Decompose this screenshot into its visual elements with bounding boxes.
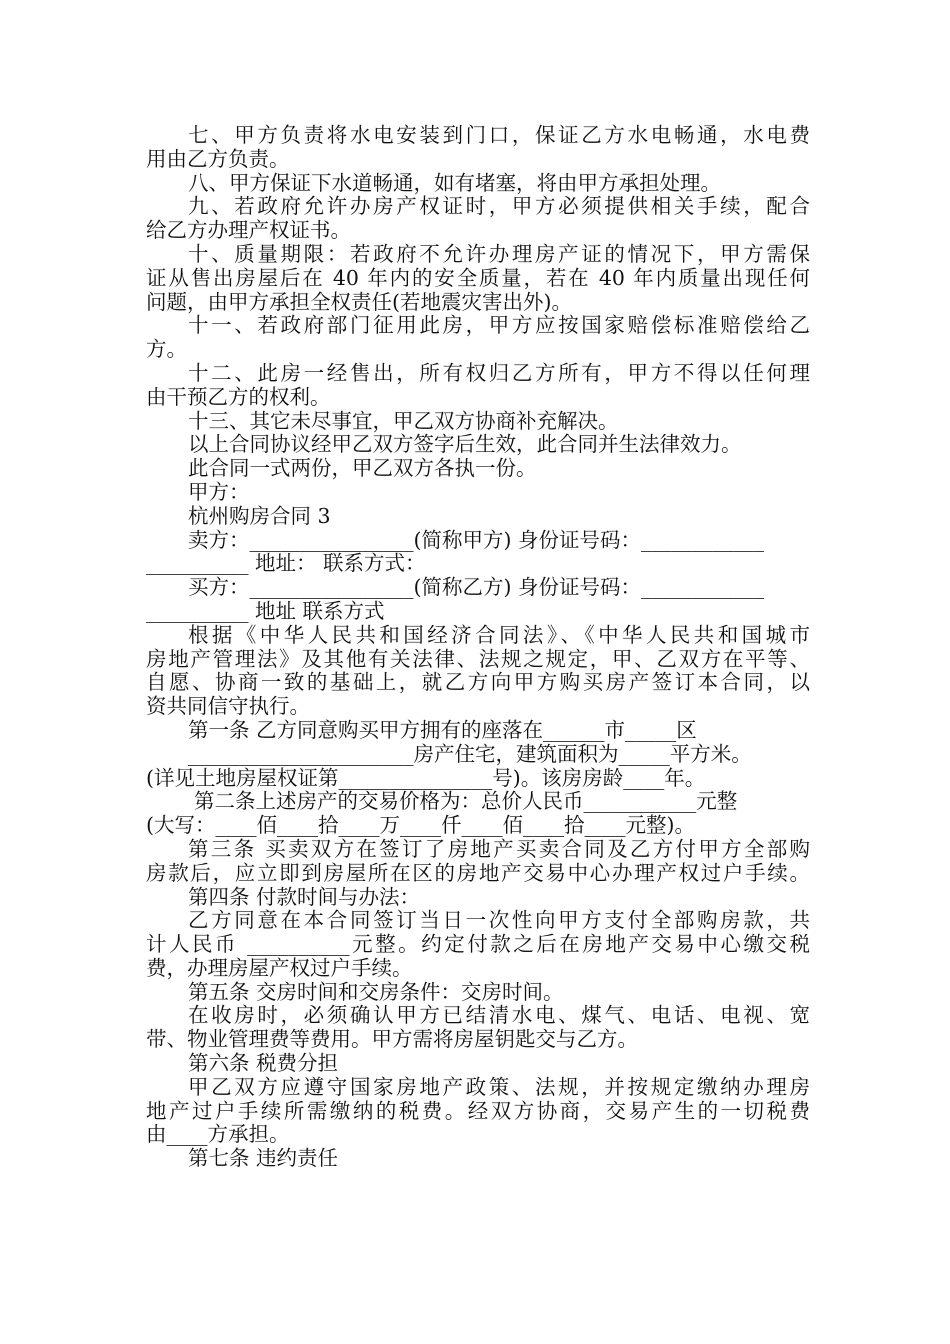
document-line: 计人民币 __________元整。约定付款之后在房地产交易中心缴交税 xyxy=(146,932,810,957)
document-line: 第五条 交房时间和交房条件：交房时间。 xyxy=(188,979,564,1004)
document-line: 买方：________________(简称乙方) 身份证号码：____________ xyxy=(188,575,765,600)
document-line: (详见土地房屋权证第_______________号)。该房房龄____年。 xyxy=(146,765,706,790)
document-line: 房地产管理法》及其他有关法律、法规之规定，甲、乙双方在平等、 xyxy=(146,646,810,671)
document-line: 用由乙方负责。 xyxy=(146,146,290,171)
document-line: 卖方：________________(简称甲方) 身份证号码：____________ xyxy=(188,527,765,552)
document-line: 十、质量期限：若政府不允许办理房产证的情况下，甲方需保 xyxy=(188,241,810,266)
document-line: 第四条 付款时间与办法： xyxy=(188,884,421,909)
document-line: __________ 地址 联系方式 xyxy=(146,598,385,623)
document-page xyxy=(146,124,810,1171)
document-line: 费，办理房屋产权过户手续。 xyxy=(146,955,413,980)
document-line: 第二条上述房产的交易价格为：总价人民币___________元整 xyxy=(194,789,738,814)
document-line: 资共同信守执行。 xyxy=(146,694,310,719)
document-line: 杭州购房合同 3 xyxy=(188,503,331,528)
document-line: 十一、若政府部门征用此房，甲方应按国家赔偿标准赔偿给乙 xyxy=(188,313,810,338)
document-line: ______________________房产住宅，建筑面积为_____平方米。 xyxy=(188,741,752,766)
document-line: 根据《中华人民共和国经济合同法》、《中华人民共和国城市 xyxy=(188,622,810,647)
document-line: 第六条 税费分担 xyxy=(188,1051,339,1076)
document-line: 甲乙双方应遵守国家房地产政策、法规，并按规定缴纳办理房 xyxy=(188,1074,810,1099)
document-line: 地产过户手续所需缴纳的税费。经双方协商，交易产生的一切税费 xyxy=(146,1098,810,1123)
document-line: 由干预乙方的权利。 xyxy=(146,384,331,409)
document-line: 此合同一式两份，甲乙双方各执一份。 xyxy=(188,456,537,481)
document-line: 由____方承担。 xyxy=(146,1122,290,1147)
document-line: 第三条 买卖双方在签订了房地产买卖合同及乙方付甲方全部购 xyxy=(188,836,810,861)
document-line: 第七条 违约责任 xyxy=(188,1146,339,1171)
document-line: __________ 地址： 联系方式： xyxy=(146,551,426,576)
document-line: 问题，由甲方承担全权责任(若地震灾害出外)。 xyxy=(146,289,572,314)
document-line: 给乙方办理产权证书。 xyxy=(146,218,351,243)
document-line: 证从售出房屋后在 40 年内的安全质量，若在 40 年内质量出现任何 xyxy=(146,265,810,290)
document-line: 自愿、协商一致的基础上，就乙方向甲方购买房产签订本合同，以 xyxy=(146,670,810,695)
document-line: 第一条 乙方同意购买甲方拥有的座落在______市_____区 xyxy=(188,717,697,742)
document-line: 八、甲方保证下水道畅通，如有堵塞，将由甲方承担处理。 xyxy=(188,170,721,195)
document-line: 乙方同意在本合同签订当日一次性向甲方支付全部购房款，共 xyxy=(188,908,810,933)
document-line: 带、物业管理费等费用。甲方需将房屋钥匙交与乙方。 xyxy=(146,1027,638,1052)
document-line: 在收房时，必须确认甲方已结清水电、煤气、电话、电视、宽 xyxy=(188,1003,810,1028)
document-line: 以上合同协议经甲乙双方签字后生效，此合同并生法律效力。 xyxy=(188,432,742,457)
document-line: 房款后，应立即到房屋所在区的房地产交易中心办理产权过户手续。 xyxy=(146,860,810,885)
document-line: 方。 xyxy=(146,337,187,362)
document-line: 九、若政府允许办房产权证时，甲方必须提供相关手续，配合 xyxy=(188,194,810,219)
document-line: 七、甲方负责将水电安装到门口，保证乙方水电畅通，水电费 xyxy=(188,123,810,147)
document-line: (大写：____佰____拾____万____仟____佰____拾____元整)。 xyxy=(146,813,695,838)
document-line: 十二、此房一经售出，所有权归乙方所有，甲方不得以任何理 xyxy=(188,360,810,385)
document-line: 甲方： xyxy=(188,479,250,504)
document-line: 十三、其它未尽事宜，甲乙双方协商补充解决。 xyxy=(188,408,619,433)
